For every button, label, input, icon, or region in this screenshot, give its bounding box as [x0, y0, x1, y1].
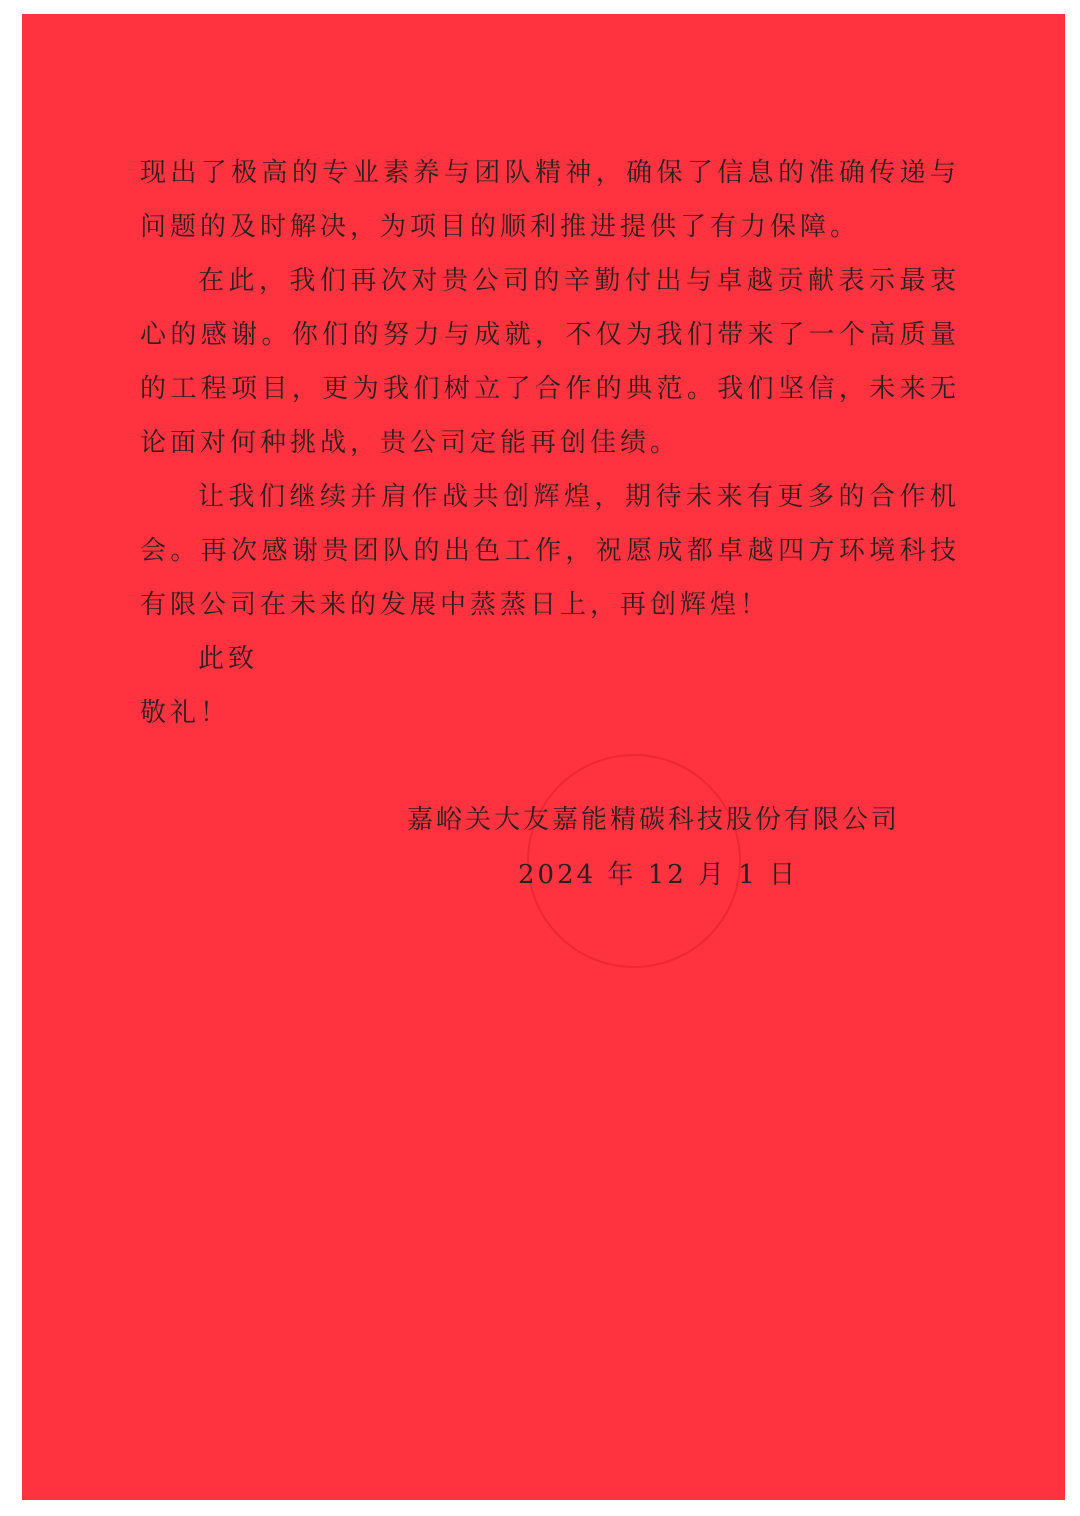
signature-date: 2024 年 12 月 1 日 — [518, 860, 799, 890]
paragraph-wishes: 让我们继续并肩作战共创辉煌，期待未来有更多的合作机会。再次感谢贵团队的出色工作，祝愿成都卓越四方环境科技有限公司在未来的发展中蒸蒸日上，再创辉煌！ — [140, 482, 960, 620]
paragraph-thanks: 在此，我们再次对贵公司的辛勤付出与卓越贡献表示最衷心的感谢。你们的努力与成就，不仅为我们带来了一个高质量的工程项目，更为我们树立了合作的典范。我们坚信，未来无论面对何种挑战，贵公司定能再创佳绩。 — [140, 266, 960, 458]
letter-body — [140, 146, 960, 740]
signature-company: 嘉峪关大友嘉能精碳科技股份有限公司 — [407, 805, 901, 835]
letter-page — [22, 14, 1065, 1500]
closing-salutation: 此致 — [198, 644, 259, 674]
paragraph-continuation: 现出了极高的专业素养与团队精神，确保了信息的准确传递与问题的及时解决，为项目的顺利推进提供了有力保障。 — [140, 158, 960, 242]
closing-regards: 敬礼！ — [140, 698, 231, 728]
